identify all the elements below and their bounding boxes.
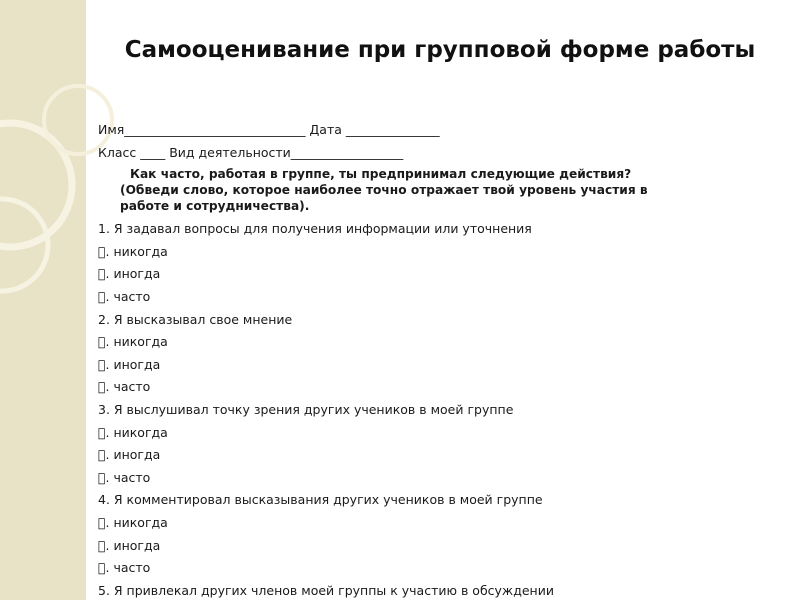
page-title: Самооценивание при групповой форме работы: [124, 37, 756, 63]
question-text: 5. Я привлекал других членов моей группы к участию в обсуждении: [98, 582, 554, 598]
class-activity-field: Класс ____ Вид деятельности__________________: [98, 144, 404, 160]
answer-option: . никогда: [98, 514, 161, 530]
question-text: 1. Я задавал вопросы для получения информации или уточнения: [98, 221, 532, 237]
form-body: [98, 119, 788, 600]
question-text: 2. Я высказывал свое мнение: [98, 311, 293, 327]
name-date-field: Имя_____________________________ Дата _______________: [98, 122, 440, 137]
question-text: 4. Я комментировал высказывания других учеников в моей группе: [98, 492, 543, 508]
answer-option: . иногда: [98, 447, 153, 463]
instruction: [98, 166, 788, 214]
answer-option: . часто: [98, 469, 143, 485]
answer-option: . иногда: [98, 356, 153, 372]
instruction-line: Как часто, работая в группе, ты предпринимал следующие действия?: [130, 167, 632, 182]
answer-option: . часто: [98, 288, 143, 304]
question-text: 3. Я выслушивал точку зрения других учеников в моей группе: [98, 401, 514, 417]
answer-option: . иногда: [98, 537, 153, 553]
answer-option: . никогда: [98, 424, 161, 440]
answer-option: . никогда: [98, 334, 161, 350]
instruction-line: работе и сотрудничества).: [120, 199, 310, 214]
instruction-line: (Обведи слово, которое наиболее точно отражает твой уровень участия в: [120, 183, 648, 198]
answer-option: . часто: [98, 560, 143, 576]
answer-option: . часто: [98, 379, 143, 395]
answer-option: . никогда: [98, 243, 161, 259]
answer-option: . иногда: [98, 266, 153, 282]
